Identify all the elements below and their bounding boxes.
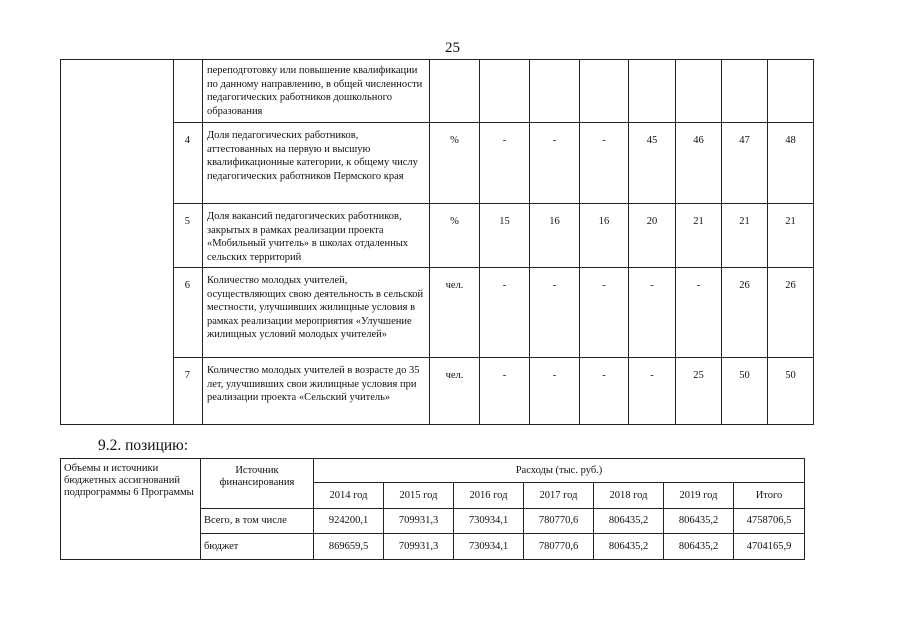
amount-cell: 780770,6 (524, 534, 594, 560)
amount-cell: 730934,1 (454, 509, 524, 534)
expenses-header: Расходы (тыс. руб.) (314, 459, 805, 483)
indicator-value (580, 60, 629, 123)
table-row (61, 204, 814, 268)
indicator-value: 46 (676, 123, 722, 204)
indicator-value: 15 (480, 204, 530, 268)
source-label: бюджет (201, 534, 314, 560)
indicator-value: - (530, 268, 580, 358)
row-number: 4 (174, 123, 203, 204)
amount-cell: 806435,2 (594, 534, 664, 560)
indicator-unit (430, 60, 480, 123)
indicator-value: - (530, 358, 580, 425)
year-header: 2019 год (664, 483, 734, 509)
indicator-value: - (580, 268, 629, 358)
indicator-value: 20 (629, 204, 676, 268)
row-number (174, 60, 203, 123)
amount-cell: 869659,5 (314, 534, 384, 560)
row-number: 6 (174, 268, 203, 358)
indicator-value: 21 (676, 204, 722, 268)
indicator-value: - (480, 358, 530, 425)
amount-cell: 709931,3 (384, 509, 454, 534)
year-header: 2014 год (314, 483, 384, 509)
page-number: 25 (445, 40, 460, 56)
indicator-value: 47 (722, 123, 768, 204)
indicator-description: переподготовку или повышение квалификации по данному направлению, в общей численности педагогических работников дошкольного образования (203, 60, 430, 123)
indicator-value: 26 (768, 268, 814, 358)
indicator-value: - (480, 123, 530, 204)
row-number: 7 (174, 358, 203, 425)
indicator-value: 16 (530, 204, 580, 268)
amount-cell: 806435,2 (594, 509, 664, 534)
indicator-unit: чел. (430, 268, 480, 358)
indicator-unit: % (430, 123, 480, 204)
indicator-description: Доля педагогических работников, аттестованных на первую и высшую квалификационные категории, к общему числу педагогических работников Пермского края (203, 123, 430, 204)
indicator-value (676, 60, 722, 123)
indicator-value: 21 (722, 204, 768, 268)
indicator-value: - (530, 123, 580, 204)
indicator-unit: % (430, 204, 480, 268)
indicator-value: 50 (768, 358, 814, 425)
table-row (61, 60, 814, 123)
table-row (61, 358, 814, 425)
budget-table (60, 458, 805, 560)
indicator-value: 48 (768, 123, 814, 204)
source-header: Источник финансирования (201, 459, 314, 509)
year-header: Итого (734, 483, 805, 509)
indicator-unit: чел. (430, 358, 480, 425)
indicator-value: - (676, 268, 722, 358)
indicator-value: - (629, 268, 676, 358)
indicator-description: Количество молодых учителей в возрасте до 35 лет, улучшивших свои жилищные условия при реализации проекта «Сельский учитель» (203, 358, 430, 425)
indicator-value (629, 60, 676, 123)
amount-cell: 709931,3 (384, 534, 454, 560)
indicator-value: 16 (580, 204, 629, 268)
indicator-value: - (480, 268, 530, 358)
year-header: 2016 год (454, 483, 524, 509)
amount-cell: 4704165,9 (734, 534, 805, 560)
indicator-value: - (580, 358, 629, 425)
indicator-value: - (580, 123, 629, 204)
indicator-value (480, 60, 530, 123)
section-heading: 9.2. позицию: (98, 437, 189, 454)
empty-merged-cell (61, 60, 174, 425)
source-label: Всего, в том числе (201, 509, 314, 534)
year-header: 2018 год (594, 483, 664, 509)
indicator-value: 45 (629, 123, 676, 204)
indicators-table (60, 59, 814, 425)
indicator-value: 50 (722, 358, 768, 425)
year-header: 2017 год (524, 483, 594, 509)
indicator-value (722, 60, 768, 123)
amount-cell: 4758706,5 (734, 509, 805, 534)
amount-cell: 806435,2 (664, 534, 734, 560)
indicator-value: 26 (722, 268, 768, 358)
amount-cell: 924200,1 (314, 509, 384, 534)
budget-label: Объемы и источники бюджетных ассигнований подпрограммы 6 Программы (61, 459, 201, 560)
indicator-value: 25 (676, 358, 722, 425)
indicator-value: 21 (768, 204, 814, 268)
amount-cell: 730934,1 (454, 534, 524, 560)
table-row (61, 123, 814, 204)
indicator-description: Количество молодых учителей, осуществляющих свою деятельность в сельской местности, улучшивших жилищные условия в рамках реализации мероприятия «Улучшение жилищных условий молодых учителей» (203, 268, 430, 358)
table-row (61, 268, 814, 358)
indicator-value: - (629, 358, 676, 425)
indicator-value (530, 60, 580, 123)
amount-cell: 780770,6 (524, 509, 594, 534)
table-row (61, 459, 805, 483)
indicator-value (768, 60, 814, 123)
amount-cell: 806435,2 (664, 509, 734, 534)
row-number: 5 (174, 204, 203, 268)
year-header: 2015 год (384, 483, 454, 509)
indicator-description: Доля вакансий педагогических работников, закрытых в рамках реализации проекта «Мобильный учитель» в школах отдаленных сельских территорий (203, 204, 430, 268)
